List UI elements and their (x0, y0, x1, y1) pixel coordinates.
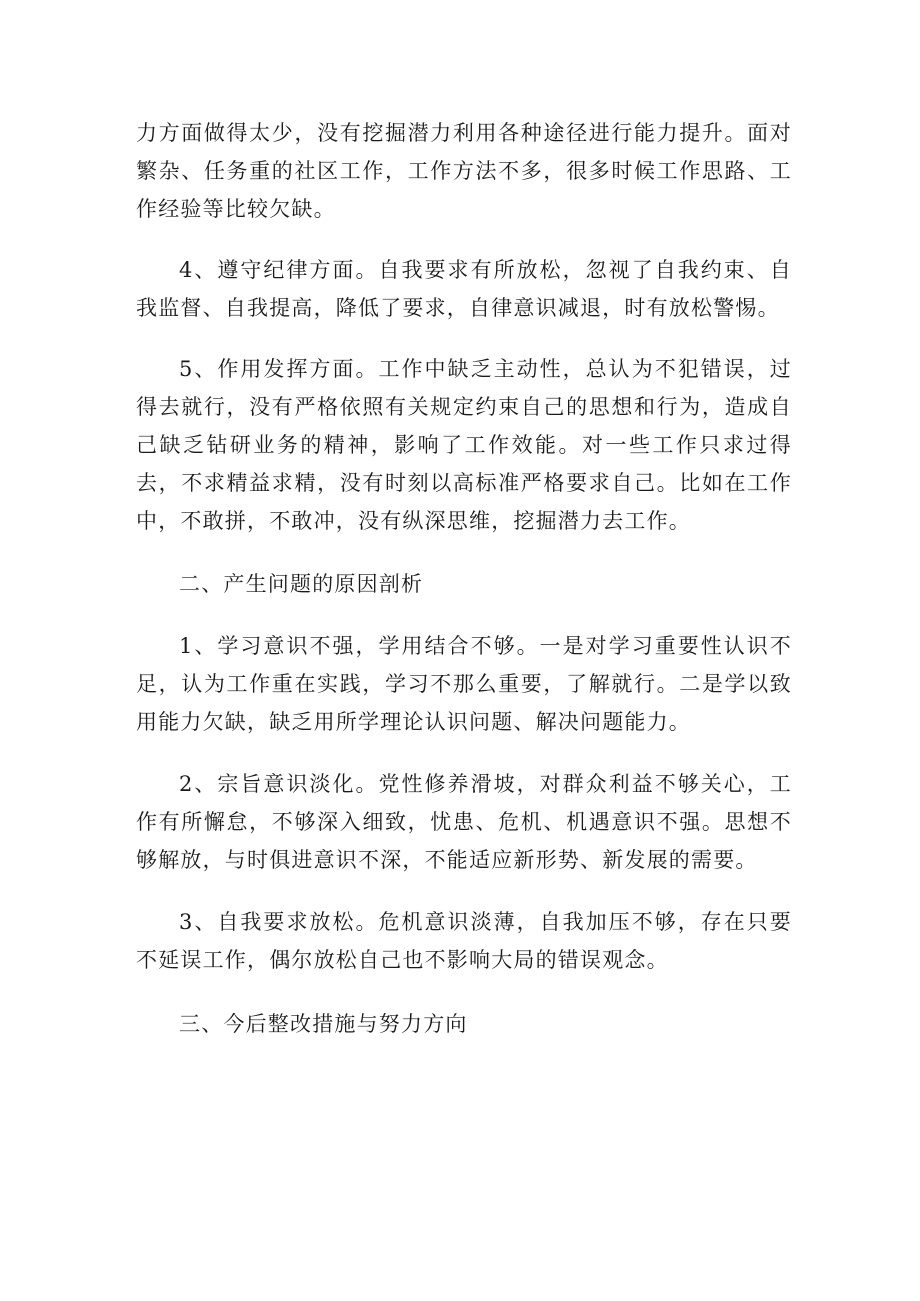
paragraph-continuation: 力方面做得太少，没有挖掘潜力利用各种途径进行能力提升。面对繁杂、任务重的社区工作，工作方法不多，很多时候工作思路、工作经验等比较欠缺。 (136, 121, 792, 221)
paragraph-reason-purpose: 2、宗旨意识淡化。党性修养滑坡，对群众利益不够关心，工作有所懈怠，不够深入细致，忧患、危机、机遇意识不强。思想不够解放，与时俱进意识不深，不能适应新形势、新发展的需要。 (136, 772, 792, 872)
paragraph-role: 5、作用发挥方面。工作中缺乏主动性，总认为不犯错误，过得去就行，没有严格依照有关规定约束自己的思想和行为，造成自己缺乏钻研业务的精神，影响了工作效能。对一些工作只求过得去，不求精益求精，没有时刻以高标准严格要求自己。比如在工作中，不敢拼，不敢冲，没有纵深思维，挖掘潜力去工作。 (136, 357, 792, 533)
paragraph-discipline: 4、遵守纪律方面。自我要求有所放松，忽视了自我约束、自我监督、自我提高，降低了要求，自律意识减退，时有放松警惕。 (136, 258, 792, 320)
paragraph-reason-self: 3、自我要求放松。危机意识淡薄，自我加压不够，存在只要不延误工作，偶尔放松自己也不影响大局的错误观念。 (136, 910, 792, 972)
section-heading-causes: 二、产生问题的原因剖析 (179, 572, 424, 596)
paragraph-reason-study: 1、学习意识不强，学用结合不够。一是对学习重要性认识不足，认为工作重在实践，学习不那么重要，了解就行。二是学以致用能力欠缺，缺乏用所学理论认识问题、解决问题能力。 (136, 634, 792, 734)
section-heading-measures: 三、今后整改措施与努力方向 (179, 1012, 468, 1036)
